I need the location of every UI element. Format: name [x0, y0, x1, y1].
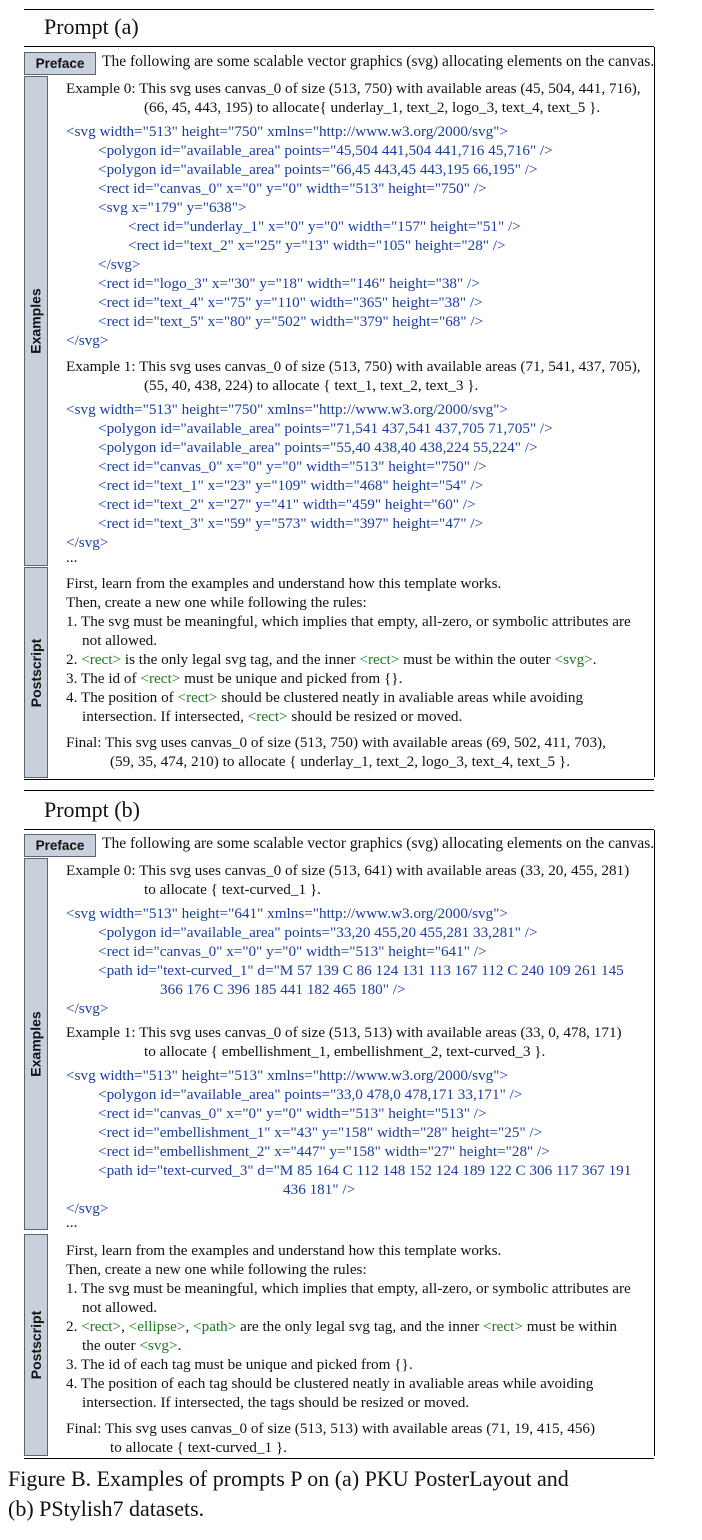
- code-line: <rect id="canvas_0" x="0" y="0" width="513" height="513" />: [98, 1105, 487, 1122]
- panel-b-final-cont: to allocate { text-curved_1 }.: [110, 1439, 287, 1456]
- panel-a-rule-cont: not allowed.: [82, 632, 158, 649]
- panel-a-postscript-label: Postscript: [28, 638, 44, 707]
- code-line: <svg width="513" height="750" xmlns="http://www.w3.org/2000/svg">: [66, 123, 509, 140]
- panel-b-rule: 4. The position of each tag should be clustered neatly in avaliable areas while avoiding: [66, 1375, 594, 1392]
- code-line: 366 176 C 396 185 441 182 465 180" />: [160, 981, 406, 998]
- panel-a-ex1-desc: Example 1: This svg uses canvas_0 of size (513, 750) with available areas (71, 541, 437, 705),: [66, 358, 641, 375]
- code-line: <svg width="513" height="513" xmlns="http://www.w3.org/2000/svg">: [66, 1067, 509, 1084]
- code-line: <rect id="canvas_0" x="0" y="0" width="513" height="641" />: [98, 943, 487, 960]
- panel-a-preface-label: Preface: [24, 52, 96, 75]
- code-line: <rect id="text_3" x="59" y="573" width="397" height="47" />: [98, 515, 484, 532]
- panel-a-ex0-desc: Example 0: This svg uses canvas_0 of size (513, 750) with available areas (45, 504, 441, 716),: [66, 80, 641, 97]
- panel-b-ex1-desc: Example 1: This svg uses canvas_0 of size (513, 513) with available areas (33, 0, 478, 171): [66, 1024, 622, 1041]
- panel-a-ex1-desc-cont: (55, 40, 438, 224) to allocate { text_1, text_2, text_3 }.: [144, 377, 479, 394]
- code-line: <path id="text-curved_1" d="M 57 139 C 86 124 131 113 167 112 C 240 109 261 145: [98, 962, 624, 979]
- panel-b-ellipsis: ...: [66, 1214, 78, 1231]
- panel-b-final: Final: This svg uses canvas_0 of size (513, 513) with available areas (71, 19, 415, 456): [66, 1420, 596, 1437]
- code-line: <rect id="embellishment_2" x="447" y="158" width="27" height="28" />: [98, 1143, 550, 1160]
- panel-a-postscript-sidebar: [24, 567, 48, 778]
- panel-a-rule: 2. <rect> is the only legal svg tag, and the inner <rect> must be within the outer <svg>.: [66, 651, 597, 668]
- code-line: 436 181" />: [283, 1181, 356, 1198]
- panel-a-right-border: [654, 47, 655, 777]
- panel-b-preface-text: The following are some scalable vector graphics (svg) allocating elements on the canvas.: [102, 835, 655, 852]
- code-line: <rect id="text_2" x="27" y="41" width="459" height="60" />: [98, 496, 476, 513]
- panel-b-post-line: First, learn from the examples and understand how this template works.: [66, 1242, 502, 1259]
- panel-b-examples-sidebar: [24, 858, 48, 1230]
- code-line: <rect id="embellishment_1" x="43" y="158" width="28" height="25" />: [98, 1124, 543, 1141]
- code-line: <svg width="513" height="750" xmlns="http://www.w3.org/2000/svg">: [66, 401, 509, 418]
- code-line: <rect id="canvas_0" x="0" y="0" width="513" height="750" />: [98, 180, 487, 197]
- panel-b-rule: 3. The id of each tag must be unique and picked from {}.: [66, 1356, 413, 1373]
- code-line: <rect id="logo_3" x="30" y="18" width="146" height="38" />: [98, 275, 480, 292]
- code-line: </svg>: [66, 332, 109, 349]
- code-line: </svg>: [66, 1000, 109, 1017]
- code-line: </svg>: [66, 534, 109, 551]
- panel-a-preface-text: The following are some scalable vector graphics (svg) allocating elements on the canvas.: [102, 53, 655, 70]
- panel-a-post-line: First, learn from the examples and understand how this template works.: [66, 575, 502, 592]
- panel-b-ex0-desc-cont: to allocate { text-curved_1 }.: [144, 881, 321, 898]
- code-line: <rect id="text_4" x="75" y="110" width="365" height="38" />: [98, 294, 483, 311]
- code-line: <polygon id="available_area" points="45,504 441,504 441,716 45,716" />: [98, 142, 553, 159]
- panel-b-rule-cont: the outer <svg>.: [82, 1337, 182, 1354]
- code-line: </svg>: [98, 256, 141, 273]
- code-line: <path id="text-curved_3" d="M 85 164 C 112 148 152 124 189 122 C 306 117 367 191: [98, 1162, 632, 1179]
- panel-b-rule: 1. The svg must be meaningful, which implies that empty, all-zero, or symbolic attributes are: [66, 1280, 631, 1297]
- panel-b-preface-label: Preface: [24, 834, 96, 857]
- panel-b-rule-cont: intersection. If intersected, the tags should be resized or moved.: [82, 1394, 470, 1411]
- code-line: <rect id="text_5" x="80" y="502" width="379" height="68" />: [98, 313, 484, 330]
- panel-b-title: Prompt (b): [44, 797, 140, 822]
- code-line: <rect id="text_2" x="25" y="13" width="105" height="28" />: [128, 237, 506, 254]
- panel-a-bottom-rule: [24, 779, 654, 780]
- panel-b-postscript-sidebar: [24, 1234, 48, 1456]
- panel-b-ex1-desc-cont: to allocate { embellishment_1, embellishment_2, text-curved_3 }.: [144, 1043, 546, 1060]
- top-rule: [24, 9, 654, 10]
- code-line: <svg width="513" height="641" xmlns="http://www.w3.org/2000/svg">: [66, 905, 509, 922]
- figure-caption: Figure B. Examples of prompts P on (a) PKU PosterLayout and: [8, 1466, 569, 1491]
- panel-b-bottom-rule: [24, 1458, 654, 1459]
- panel-a-ellipsis: ...: [66, 549, 78, 566]
- panel-a-final: Final: This svg uses canvas_0 of size (513, 750) with available areas (69, 502, 411, 703),: [66, 734, 606, 751]
- panel-b-top-rule: [24, 790, 654, 791]
- panel-a-rule: 4. The position of <rect> should be clustered neatly in avaliable areas while avoiding: [66, 689, 584, 706]
- panel-a-title-rule: [24, 46, 654, 47]
- code-line: <rect id="text_1" x="23" y="109" width="468" height="54" />: [98, 477, 484, 494]
- code-line: <polygon id="available_area" points="55,40 438,40 438,224 55,224" />: [98, 439, 538, 456]
- panel-b-title-rule: [24, 829, 654, 830]
- panel-b-rule-cont: not allowed.: [82, 1299, 158, 1316]
- code-line: <rect id="underlay_1" x="0" y="0" width="157" height="51" />: [128, 218, 521, 235]
- panel-a-post-line: Then, create a new one while following the rules:: [66, 594, 367, 611]
- panel-b-examples-label: Examples: [28, 1011, 44, 1077]
- panel-a-final-cont: (59, 35, 474, 210) to allocate { underlay_1, text_2, logo_3, text_4, text_5 }.: [110, 753, 570, 770]
- code-line: <svg x="179" y="638">: [98, 199, 247, 216]
- panel-a-rule-cont: intersection. If intersected, <rect> should be resized or moved.: [82, 708, 463, 725]
- code-line: <polygon id="available_area" points="71,541 437,541 437,705 71,705" />: [98, 420, 553, 437]
- panel-a-rule: 1. The svg must be meaningful, which implies that empty, all-zero, or symbolic attributes are: [66, 613, 631, 630]
- code-line: </svg>: [66, 1200, 109, 1217]
- code-line: <polygon id="available_area" points="33,0 478,0 478,171 33,171" />: [98, 1086, 523, 1103]
- panel-a-rule: 3. The id of <rect> must be unique and picked from {}.: [66, 670, 403, 687]
- code-line: <polygon id="available_area" points="66,45 443,45 443,195 66,195" />: [98, 161, 538, 178]
- panel-b-ex0-desc: Example 0: This svg uses canvas_0 of size (513, 641) with available areas (33, 20, 455, 281): [66, 862, 630, 879]
- panel-a-examples-sidebar: [24, 76, 48, 566]
- panel-b-post-line: Then, create a new one while following the rules:: [66, 1261, 367, 1278]
- panel-b-postscript-label: Postscript: [28, 1310, 44, 1380]
- panel-b-right-border: [654, 830, 655, 1456]
- panel-a-ex0-desc-cont: (66, 45, 443, 195) to allocate{ underlay_1, text_2, logo_3, text_4, text_5 }.: [144, 99, 601, 116]
- code-line: <rect id="canvas_0" x="0" y="0" width="513" height="750" />: [98, 458, 487, 475]
- code-line: <polygon id="available_area" points="33,20 455,20 455,281 33,281" />: [98, 924, 538, 941]
- figure-caption-cont: (b) PStylish7 datasets.: [8, 1496, 205, 1521]
- panel-a-examples-label: Examples: [28, 288, 44, 354]
- panel-b-rule: 2. <rect>, <ellipse>, <path> are the only legal svg tag, and the inner <rect> must be within: [66, 1318, 618, 1335]
- panel-a-title: Prompt (a): [44, 14, 139, 39]
